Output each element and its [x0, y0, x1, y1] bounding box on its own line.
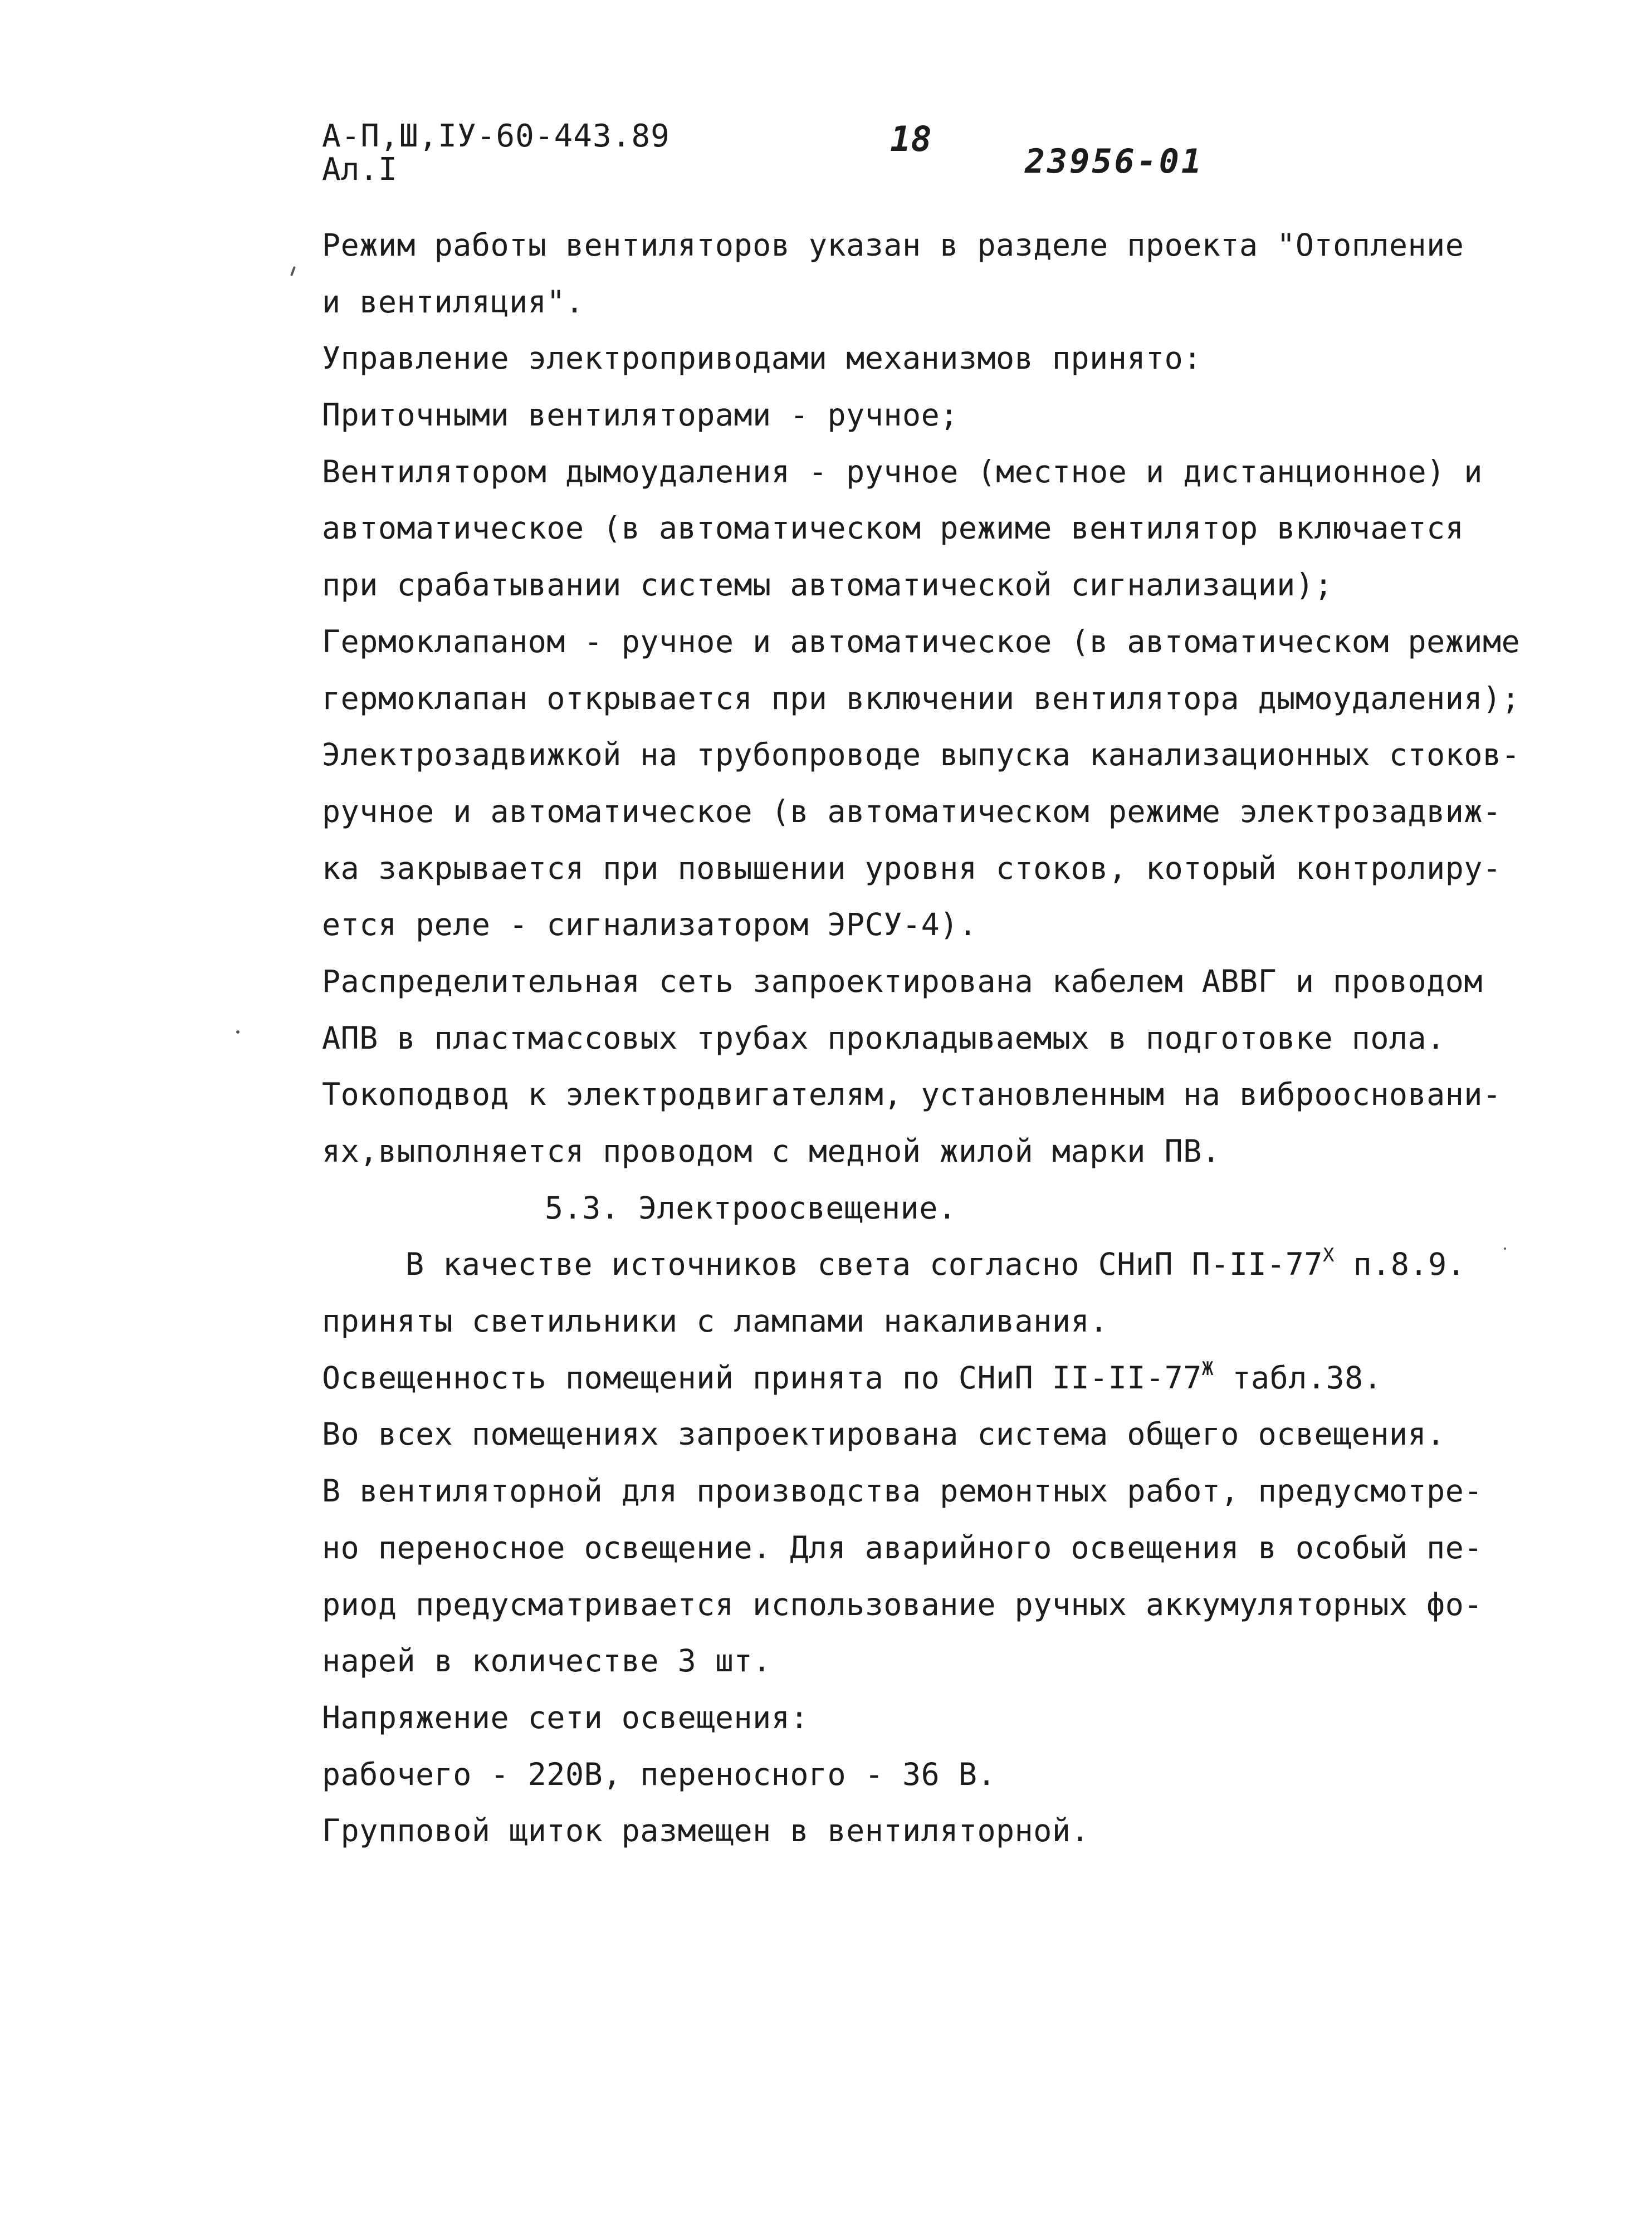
text-line: Распределительная сеть запроектирована кабелем АВВГ и проводом: [322, 963, 1483, 999]
text-line: Электрозадвижкой на трубопроводе выпуска канализационных стоков-: [322, 737, 1521, 773]
text-line: Управление электроприводами механизмов принято:: [322, 340, 1202, 376]
text-line: ка закрывается при повышении уровня стоков, который контролиру-: [322, 850, 1502, 886]
scan-speck: [236, 1030, 240, 1034]
text-line: рабочего - 220В, переносного - 36 В.: [322, 1756, 996, 1792]
text-line: ется реле - сигнализатором ЭРСУ-4).: [322, 907, 977, 943]
text-line: Групповой щиток размещен в вентиляторной.: [322, 1813, 1090, 1849]
text-line: Вентилятором дымоудаления - ручное (местное и дистанционное) и: [322, 453, 1483, 490]
text-line: Напряжение сети освещения:: [322, 1699, 809, 1735]
text-line: В вентиляторной для производства ремонтных работ, предусмотре-: [322, 1473, 1483, 1509]
scan-speck: [290, 266, 296, 276]
text-line: Режим работы вентиляторов указан в разделе проекта "Отопление: [322, 227, 1464, 263]
body-text: [322, 217, 1521, 1860]
scan-speck: [1504, 1248, 1506, 1250]
text-line: В качестве источников света согласно СНиП $П-II-77^Х$ п.8.9.: [405, 1244, 1466, 1283]
text-line: Освещенность помещений принята по СНиП $II-II-77^Ж$ табл.38.: [322, 1357, 1382, 1396]
text-line: приняты светильники с лампами накаливания.: [322, 1303, 1108, 1339]
text-line: Приточными вентиляторами - ручное;: [322, 397, 959, 433]
inventory-number: 23956-01: [1025, 142, 1204, 181]
superscript-mark: Ж: [1201, 1357, 1214, 1380]
text-line: нарей в количестве 3 шт.: [322, 1643, 771, 1679]
section-heading: 5.3. Электроосвещение.: [545, 1190, 957, 1226]
text-line: при срабатывании системы автоматической сигнализации);: [322, 567, 1333, 603]
text-line: и вентиляция".: [322, 283, 584, 320]
sheet-label: Ал.I: [322, 151, 397, 188]
superscript-mark: Х: [1323, 1244, 1335, 1267]
text-line: но переносное освещение. Для аварийного освещения в особый пе-: [322, 1529, 1483, 1566]
text-line: Гермоклапаном - ручное и автоматическое (в автоматическом режиме: [322, 623, 1521, 659]
text-line: ях,выполняется проводом с медной жилой марки ПВ.: [322, 1133, 1221, 1169]
text-line: автоматическое (в автоматическом режиме вентилятор включается: [322, 510, 1464, 546]
page-number: 18: [890, 119, 932, 159]
text-line: риод предусматривается использование ручных аккумуляторных фо-: [322, 1586, 1483, 1622]
document-code: А-П,Ш,IУ-60-443.89: [322, 118, 670, 154]
text-line: Токоподвод к электродвигателям, установленным на виброосновани-: [322, 1077, 1502, 1113]
text-line: Во всех помещениях запроектирована система общего освещения.: [322, 1416, 1445, 1452]
text-line: ручное и автоматическое (в автоматическом режиме электрозадвиж-: [322, 793, 1502, 829]
text-line: АПВ в пластмассовых трубах прокладываемых в подготовке пола.: [322, 1020, 1445, 1056]
text-line: гермоклапан открывается при включении вентилятора дымоудаления);: [322, 680, 1521, 716]
